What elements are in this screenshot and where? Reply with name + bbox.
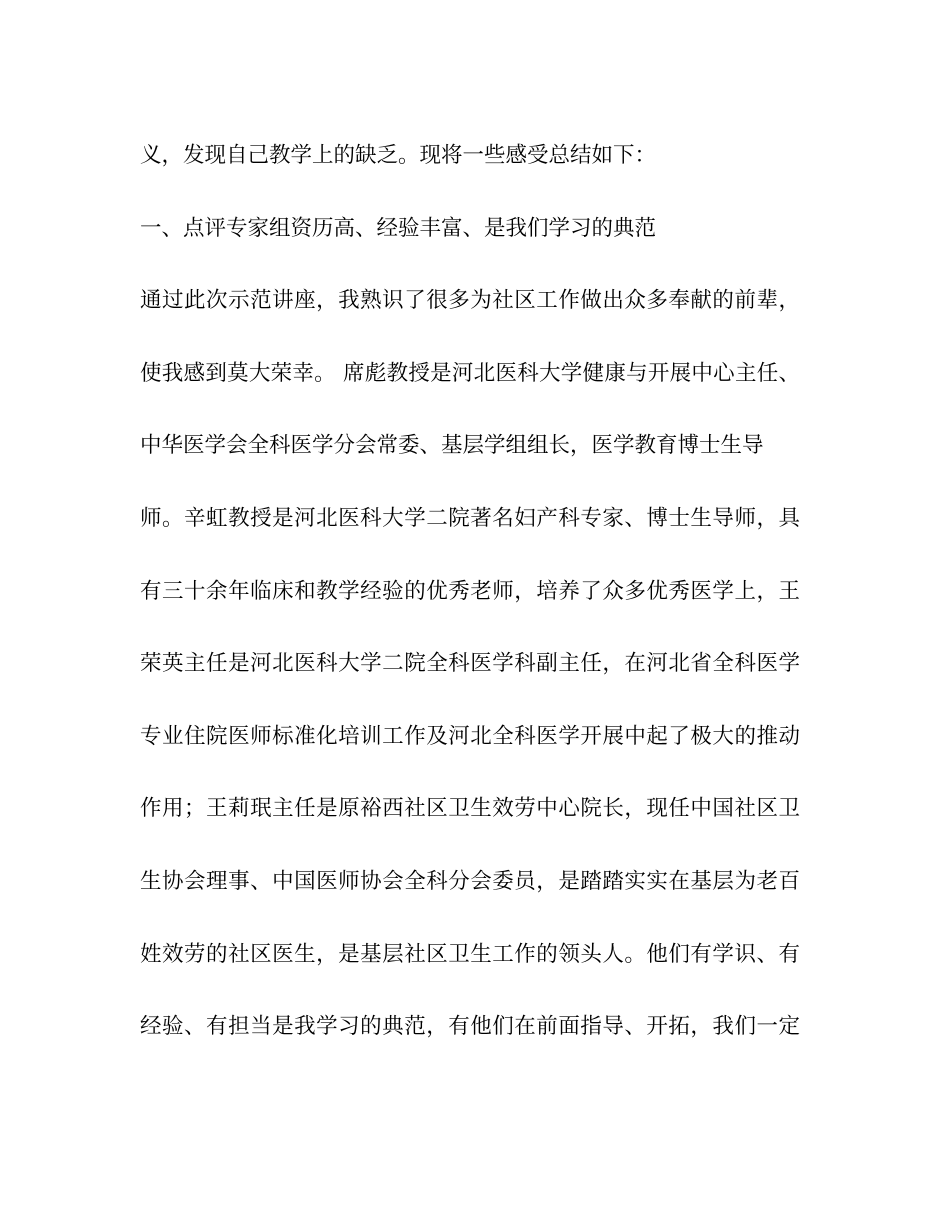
- text-line: 姓效劳的社区医生，是基层社区卫生工作的领头人。他们有学识、有: [140, 941, 800, 967]
- text-line: 中华医学会全科医学分会常委、基层学组组长，医学教育博士生导: [140, 433, 764, 459]
- body-text: [140, 136, 800, 1080]
- text-line: 师。辛虹教授是河北医科大学二院著名妇产科专家、博士生导师，具: [140, 505, 800, 531]
- text-line: 有三十余年临床和教学经验的优秀老师，培养了众多优秀医学上，王: [140, 578, 800, 604]
- text-line: 经验、有担当是我学习的典范，有他们在前面指导、开拓，我们一定: [140, 1014, 800, 1040]
- text-line: 使我感到莫大荣幸。 席彪教授是河北医科大学健康与开展中心主任、: [140, 360, 800, 386]
- text-line: 生协会理事、中国医师协会全科分会委员，是踏踏实实在基层为老百: [140, 868, 800, 894]
- text-line: 荣英主任是河北医科大学二院全科医学科副主任，在河北省全科医学: [140, 651, 800, 677]
- text-line: 义，发现自己教学上的缺乏。现将一些感受总结如下：: [140, 143, 657, 168]
- text-line: 作用；王莉珉主任是原裕西社区卫生效劳中心院长，现任中国社区卫: [140, 796, 800, 822]
- text-line: 通过此次示范讲座，我熟识了很多为社区工作做出众多奉献的前辈，: [140, 288, 800, 314]
- text-line: 专业住院医师标准化培训工作及河北全科医学开展中起了极大的推动: [140, 723, 800, 749]
- section-heading: 一、点评专家组资历高、经验丰富、是我们学习的典范: [140, 215, 657, 241]
